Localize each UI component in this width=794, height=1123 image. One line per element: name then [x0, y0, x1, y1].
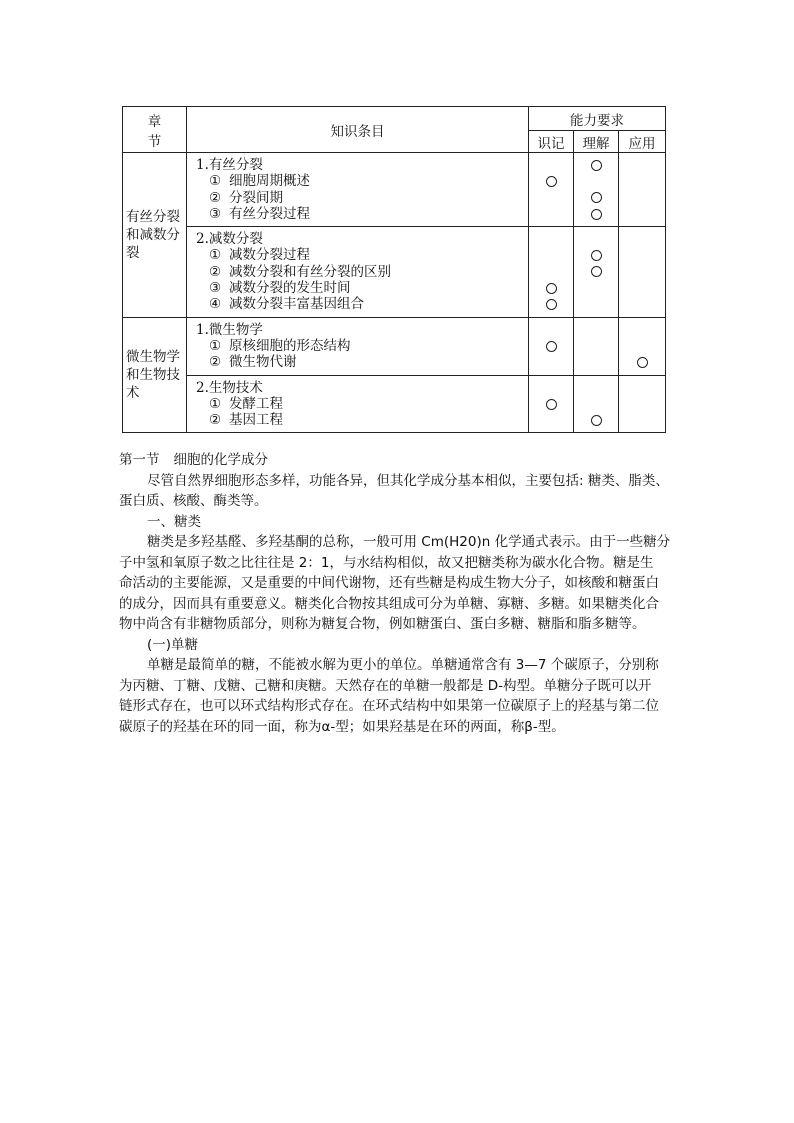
item-text: 减数分裂过程 [229, 247, 310, 264]
ability-recall-cell [529, 227, 574, 317]
item-text: 微生物代谢 [229, 354, 297, 371]
mark-slot [619, 412, 665, 428]
item-number: ② [209, 263, 222, 280]
text-line: 蛋白质、核酸、酶类等。 [119, 493, 268, 509]
knowledge-group [187, 227, 529, 317]
mark-slot [619, 296, 665, 312]
mark-slot [574, 280, 618, 296]
mark-slot [529, 354, 573, 370]
knowledge-item [196, 173, 528, 189]
circle-mark-icon [591, 160, 602, 171]
table-row [123, 317, 666, 375]
mark-slot [619, 396, 665, 412]
knowledge-item [196, 338, 528, 354]
mark-slot [574, 380, 618, 396]
group-title: 2.减数分裂 [196, 231, 263, 248]
mark-slot [619, 354, 665, 370]
mark-slot [529, 157, 573, 173]
item-number: ② [209, 412, 222, 429]
knowledge-item [196, 396, 528, 412]
ability-apply-cell [619, 227, 666, 317]
ability-recall-cell [529, 375, 574, 433]
mark-slot [619, 206, 665, 222]
mark-slot [574, 296, 618, 312]
header-level-recall: 识记 [529, 131, 574, 153]
knowledge-group [187, 153, 529, 227]
chapter-cell: 有丝分裂和减数分裂 [123, 153, 187, 318]
mark-slot [529, 190, 573, 206]
header-chapter: 章节 [123, 107, 187, 153]
mark-slot [619, 190, 665, 206]
text-line: 尽管自然界细胞形态多样，功能各异，但其化学成分基本相似，主要包括: 糖类、脂类、 [147, 472, 669, 489]
item-number: ③ [209, 280, 222, 297]
group-title: 2.生物技术 [196, 379, 263, 396]
mark-slot [574, 338, 618, 354]
knowledge-item [196, 264, 528, 280]
mark-slot [619, 322, 665, 338]
mark-slot [574, 322, 618, 338]
item-number: ① [209, 395, 222, 412]
knowledge-item [196, 247, 528, 263]
text-line: 一、糖类 [147, 513, 201, 530]
item-text: 原核细胞的形态结构 [229, 337, 351, 354]
text-line: 为丙糖、丁糖、戊糖、己糖和庚糖。天然存在的单糖一般都是 D-构型。单糖分子既可以开 [119, 677, 652, 694]
table-row [123, 375, 666, 433]
item-number: ① [209, 173, 222, 190]
mark-slot [574, 231, 618, 247]
header-knowledge: 知识条目 [187, 107, 529, 153]
knowledge-item [196, 412, 528, 428]
item-number: ④ [209, 296, 222, 313]
knowledge-item [196, 280, 528, 296]
circle-mark-icon [591, 415, 602, 426]
circle-mark-icon [591, 209, 602, 220]
mark-slot [619, 247, 665, 263]
circle-mark-icon [546, 176, 557, 187]
mark-slot [574, 354, 618, 370]
text-line: 链形式存在，也可以环式结构形式存在。在环式结构中如果第一位碳原子上的羟基与第二位 [119, 698, 659, 714]
text-line: 命活动的主要能源，又是重要的中间代谢物，还有些糖是构成生物大分子，如核酸和糖蛋白 [119, 575, 659, 591]
mark-slot [574, 206, 618, 222]
mark-slot [529, 247, 573, 263]
section-title [119, 450, 679, 471]
circle-mark-icon [546, 399, 557, 410]
ability-apply-cell [619, 317, 666, 375]
item-text: 有丝分裂过程 [229, 205, 310, 222]
circle-mark-icon [546, 283, 557, 294]
mark-slot [574, 264, 618, 280]
header-level-understand: 理解 [574, 131, 619, 153]
knowledge-item [196, 296, 528, 312]
text-line: 的成分，因而具有重要意义。糖类化合物按其组成可分为单糖、寡糖、多糖。如果糖类化合 [119, 595, 659, 612]
mark-slot [619, 157, 665, 173]
table-row [123, 153, 666, 227]
table-row [123, 227, 666, 317]
mark-slot [619, 338, 665, 354]
ability-understand-cell [574, 153, 619, 227]
mark-slot [529, 280, 573, 296]
section-number: 第一节 [119, 452, 160, 468]
knowledge-item [196, 206, 528, 222]
mark-slot [529, 206, 573, 222]
mark-slot [529, 231, 573, 247]
item-text: 发酵工程 [229, 395, 283, 412]
knowledge-requirements-table [122, 106, 665, 438]
item-text: 基因工程 [229, 412, 283, 429]
mark-slot [529, 296, 573, 312]
circle-mark-icon [591, 266, 602, 277]
section-name: 细胞的化学成分 [173, 452, 268, 468]
item-text: 减数分裂丰富基因组合 [229, 296, 364, 313]
mark-slot [619, 380, 665, 396]
mark-slot [529, 338, 573, 354]
mark-slot [529, 173, 573, 189]
mark-slot [574, 412, 618, 428]
mark-slot [529, 264, 573, 280]
paragraph-lines [119, 471, 679, 738]
text-line: 单糖是最简单的糖，不能被水解为更小的单位。单糖通常含有 3—7 个碳原子，分别称 [147, 657, 659, 673]
ability-understand-cell [574, 317, 619, 375]
text-line: 物中尚含有非糖物质部分，则称为糖复合物，例如糖蛋白、蛋白多糖、糖脂和脂多糖等。 [119, 616, 646, 632]
mark-slot [574, 247, 618, 263]
text-line: 碳原子的羟基在环的同一面，称为α-型；如果羟基是在环的两面，称β-型。 [119, 718, 565, 735]
mark-slot [529, 412, 573, 428]
mark-slot [619, 173, 665, 189]
mark-slot [574, 157, 618, 173]
ability-recall-cell [529, 153, 574, 227]
mark-slot [574, 190, 618, 206]
header-ability: 能力要求 [529, 107, 666, 131]
ability-understand-cell [574, 375, 619, 433]
knowledge-group [187, 317, 529, 375]
requirements-table [122, 106, 666, 433]
text-line: (一)单糖 [147, 636, 199, 653]
item-number: ③ [209, 205, 222, 222]
knowledge-item [196, 354, 528, 370]
text-line: 糖类是多羟基醛、多羟基酮的总称，一般可用 Cm(H20)n 化学通式表示。由于一些糖分 [147, 534, 671, 550]
header-level-apply: 应用 [619, 131, 666, 153]
table-body [123, 153, 666, 433]
ability-understand-cell [574, 227, 619, 317]
circle-mark-icon [591, 250, 602, 261]
knowledge-group [187, 375, 529, 433]
group-title: 1.微生物学 [196, 321, 263, 338]
item-text: 减数分裂的发生时间 [229, 280, 351, 297]
section-text [119, 450, 679, 737]
mark-slot [619, 231, 665, 247]
ability-apply-cell [619, 375, 666, 433]
group-title: 1.有丝分裂 [196, 157, 263, 173]
mark-slot [529, 380, 573, 396]
mark-slot [574, 396, 618, 412]
ability-recall-cell [529, 317, 574, 375]
mark-slot [619, 264, 665, 280]
knowledge-item [196, 190, 528, 206]
item-text: 细胞周期概述 [229, 173, 310, 190]
item-number: ① [209, 247, 222, 264]
mark-slot [574, 173, 618, 189]
mark-slot [529, 396, 573, 412]
chapter-cell: 微生物学和生物技术 [123, 317, 187, 433]
circle-mark-icon [546, 341, 557, 352]
item-number: ② [209, 189, 222, 206]
mark-slot [619, 280, 665, 296]
text-line: 子中氢和氧原子数之比往往是 2：1，与水结构相似，故又把糖类称为碳水化合物。糖是生 [119, 554, 654, 571]
ability-apply-cell [619, 153, 666, 227]
circle-mark-icon [637, 357, 648, 368]
item-number: ① [209, 337, 222, 354]
circle-mark-icon [591, 192, 602, 203]
item-text: 分裂间期 [229, 189, 283, 206]
mark-slot [529, 322, 573, 338]
item-number: ② [209, 354, 222, 371]
circle-mark-icon [546, 299, 557, 310]
item-text: 减数分裂和有丝分裂的区别 [229, 263, 391, 280]
